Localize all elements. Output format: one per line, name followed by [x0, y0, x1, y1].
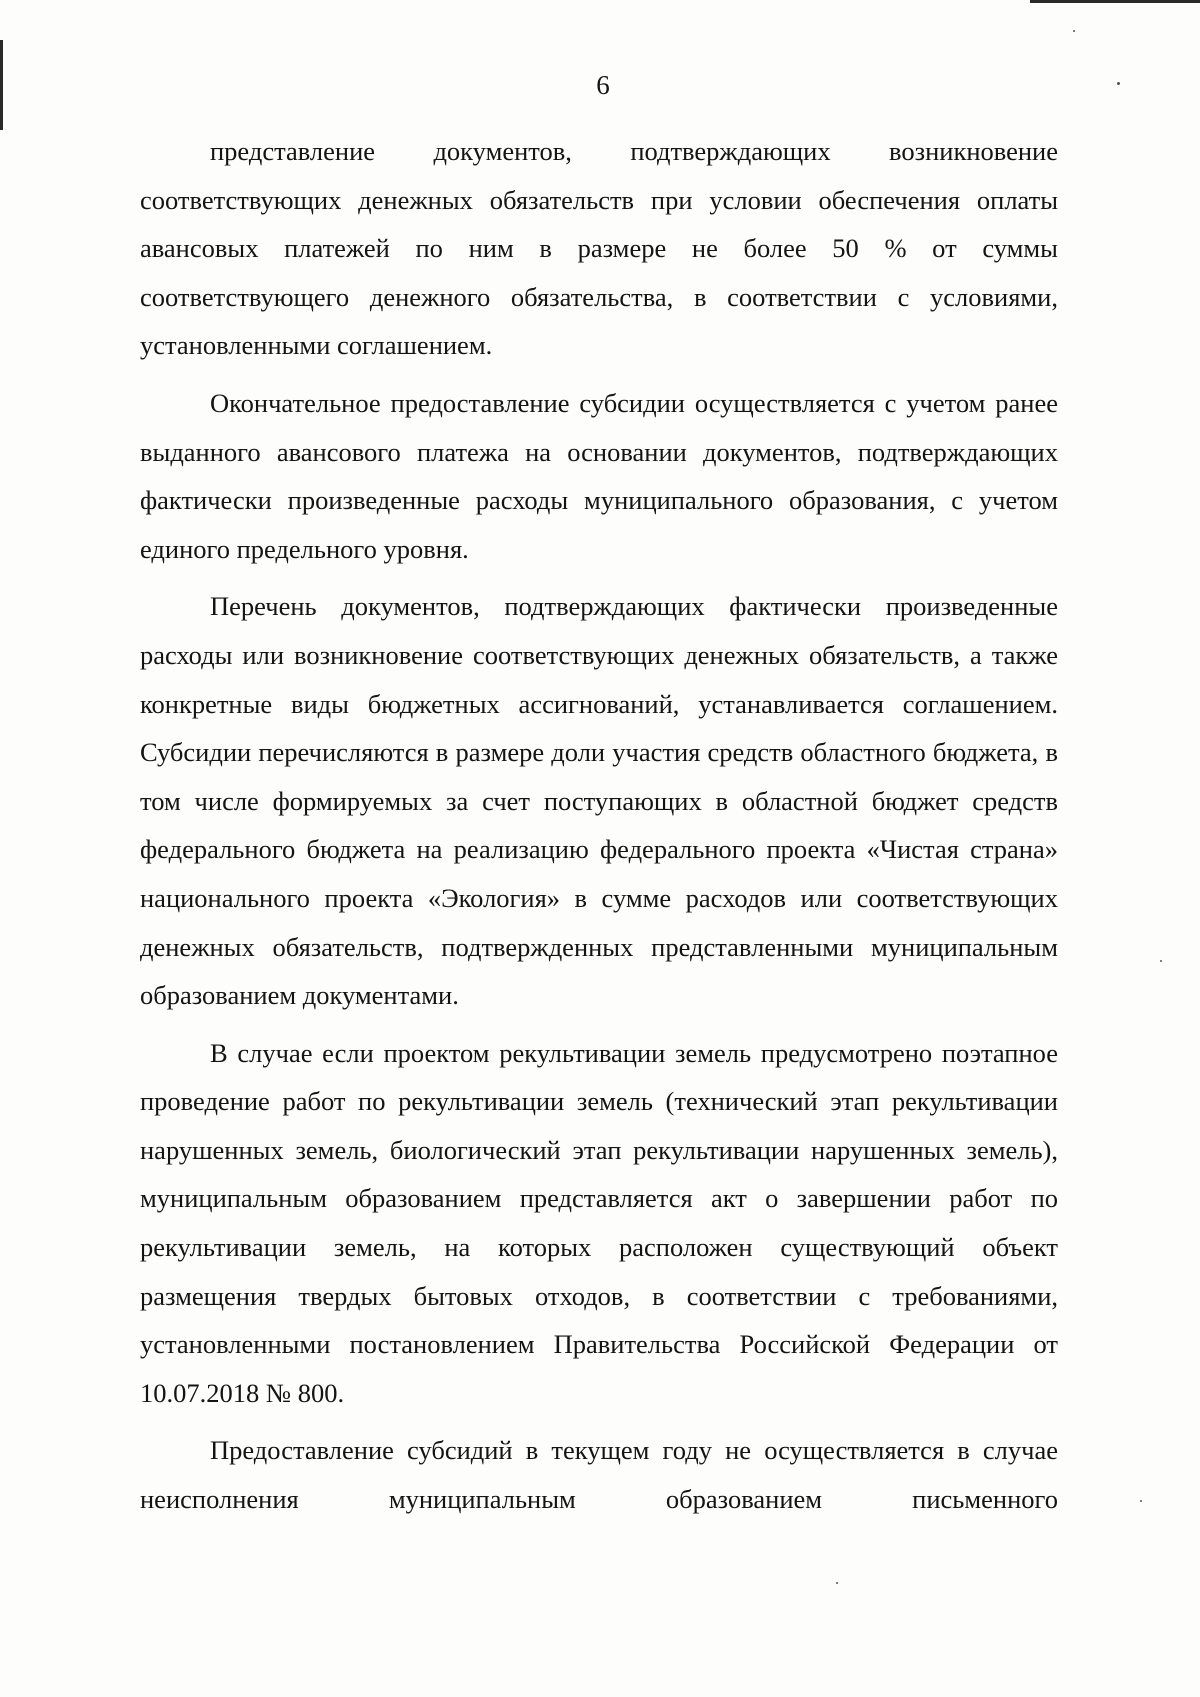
page-number: 6 [596, 70, 610, 100]
body-text [140, 127, 1058, 1524]
paragraph: представление документов, подтверждающих возникновение соответствующих денежных обязательств при условии обеспечения оплаты авансовых платежей по ним в размере не более 50 % от суммы соответствующего денежного обязательства, в соответствии с условиями, установленными соглашением. [140, 136, 1058, 361]
scan-edge-artifact [1030, 0, 1200, 3]
paragraph: Окончательное предоставление субсидии осуществляется с учетом ранее выданного авансового платежа на основании документов, подтверждающих фактически произведенные расходы муниципального образования, с учетом единого предельного уровня. [140, 387, 1058, 564]
paragraph: В случае если проектом рекультивации земель предусмотрено поэтапное проведение работ по рекультивации земель (технический этап рекультивации нарушенных земель, биологический этап рекультивации нарушенных земель), муниципальным образованием представляется акт о завершении работ по рекультивации земель, на которых расположен существующий объект размещения твердых бытовых отходов, в соответствии с требованиями, установленными постановлением Правительства Российской Федерации от 10.07.2018 № 800. [140, 1037, 1058, 1408]
scan-speck [836, 1582, 838, 1584]
paragraph: Предоставление субсидий в текущем году не осуществляется в случае неисполнения муниципальным образованием письменного [140, 1435, 1058, 1515]
paragraph: Перечень документов, подтверждающих фактически произведенные расходы или возникновение соответствующих денежных обязательств, а также конкретные виды бюджетных ассигнований, устанавливается соглашением. Субсидии перечисляются в размере доли участия средств областного бюджета, в том числе формируемых за счет поступающих в областной бюджет средств федерального бюджета на реализацию федерального проекта «Чистая страна» национального проекта «Экология» в сумме расходов или соответствующих денежных обязательств, подтвержденных представленными муниципальным образованием документами. [140, 591, 1058, 1011]
scan-speck [1160, 960, 1162, 962]
scan-speck [1073, 30, 1075, 32]
scan-speck [1140, 1500, 1142, 1502]
